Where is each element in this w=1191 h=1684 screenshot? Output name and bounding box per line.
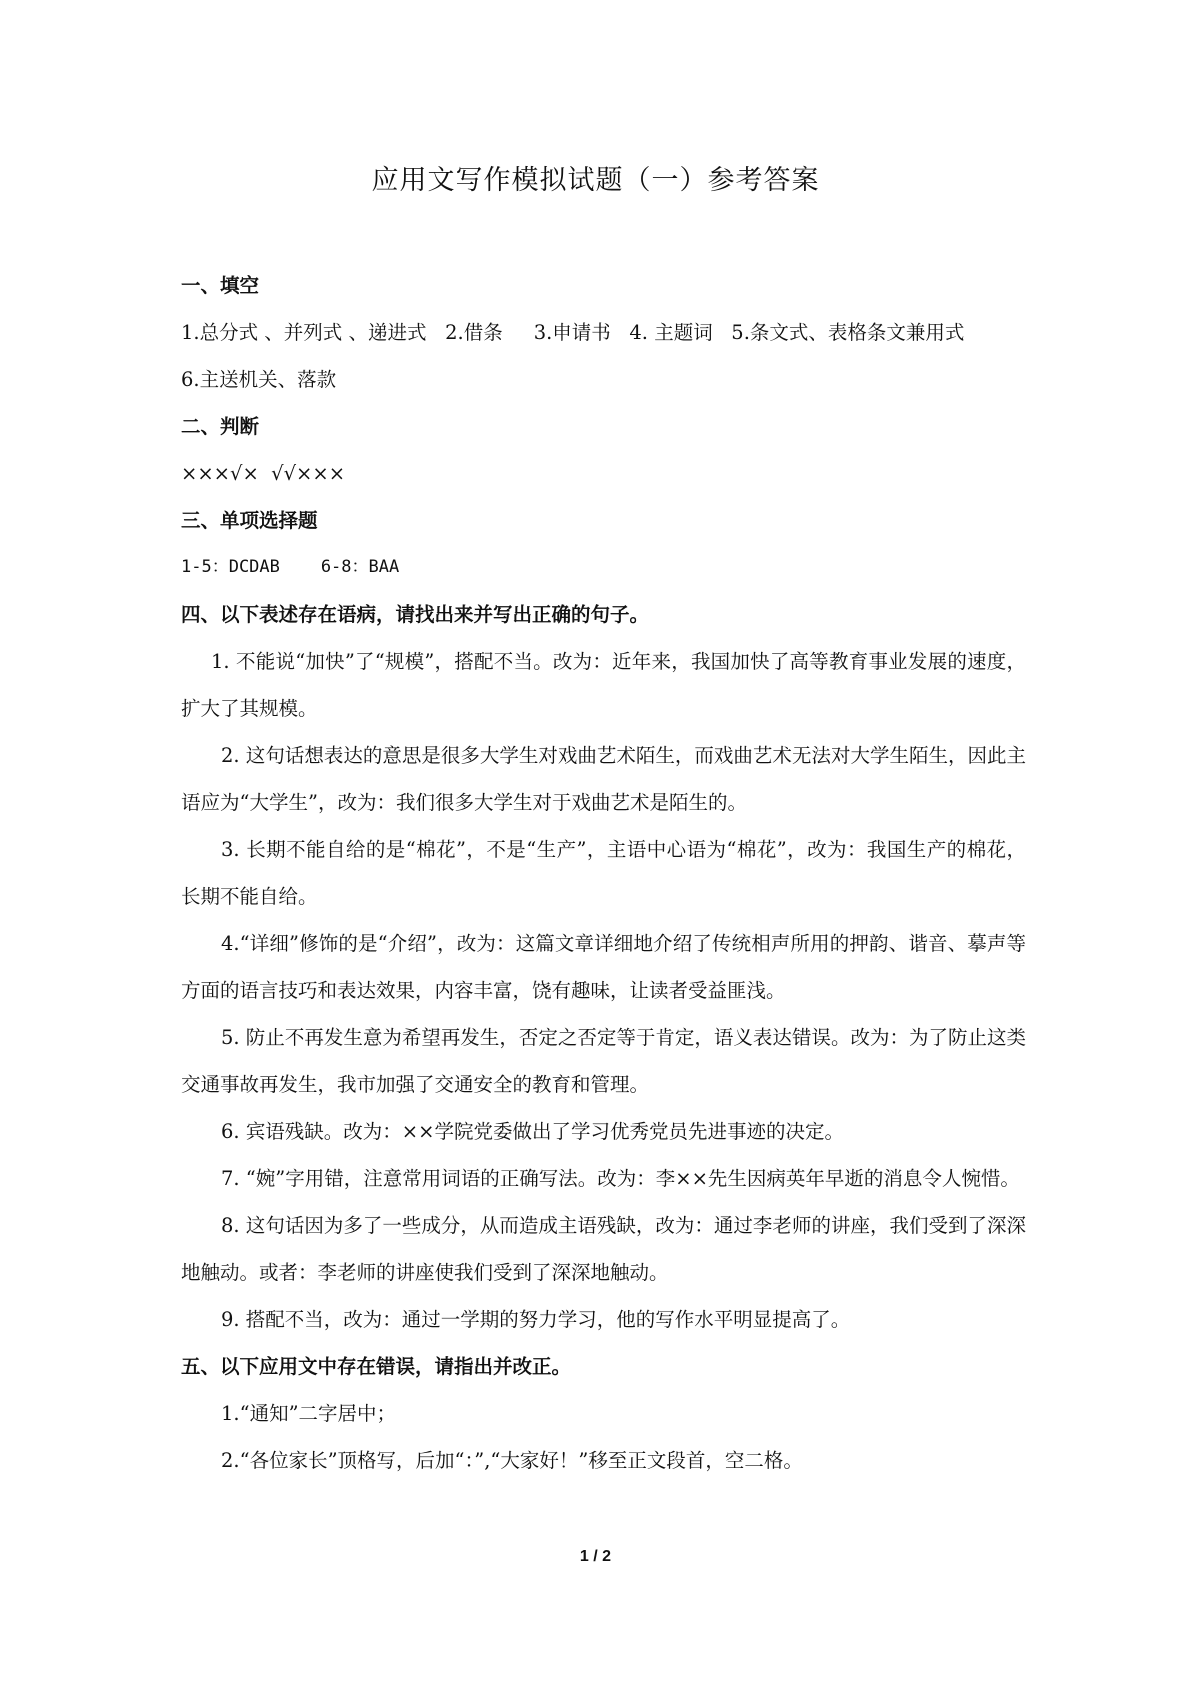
fill-blank-answers-line-2: 6.主送机关、落款 xyxy=(181,368,337,391)
sentence-error-item-2: 2. 这句话想表达的意思是很多大学生对戏曲艺术陌生，而戏曲艺术无法对大学生陌生，因此主语应为“大学生”，改为：我们很多大学生对于戏曲艺术是陌生的。 xyxy=(181,744,1026,814)
sentence-error-item-7: 7. “婉”字用错，注意常用词语的正确写法。改为：李××先生因病英年早逝的消息令人惋惜。 xyxy=(221,1167,1020,1190)
fill-blank-answers-line-1: 1.总分式 、并列式 、递进式 2.借条 3.申请书 4. 主题词 5.条文式、表格条文兼用式 xyxy=(181,321,965,344)
sentence-error-item-1: 1. 不能说“加快”了“规模”，搭配不当。改为：近年来，我国加快了高等教育事业发展的速度，扩大了其规模。 xyxy=(181,650,1026,720)
document-error-item-2: 2.“各位家长”顶格写，后加“：”,“大家好！”移至正文段首，空二格。 xyxy=(221,1449,803,1472)
sentence-error-item-4: 4.“详细”修饰的是“介绍”，改为：这篇文章详细地介绍了传统相声所用的押韵、谐音、摹声等方面的语言技巧和表达效果，内容丰富，饶有趣味，让读者受益匪浅。 xyxy=(181,932,1026,1002)
multiple-choice-answers: 1-5：DCDAB 6-8：BAA xyxy=(181,557,400,577)
sentence-error-item-6: 6. 宾语残缺。改为：××学院党委做出了学习优秀党员先进事迹的决定。 xyxy=(221,1120,844,1143)
section-heading-document-errors: 五、以下应用文中存在错误，请指出并改正。 xyxy=(181,1355,572,1378)
answer-content xyxy=(181,262,1026,1484)
page-number: 1 / 2 xyxy=(579,1548,612,1565)
true-false-answers: ×××√× √√××× xyxy=(181,462,346,485)
section-heading-true-false: 二、判断 xyxy=(181,415,260,438)
section-heading-fill-blank: 一、填空 xyxy=(181,274,260,297)
sentence-error-item-9: 9. 搭配不当，改为：通过一学期的努力学习，他的写作水平明显提高了。 xyxy=(221,1308,851,1331)
page-title: 应用文写作模拟试题（一）参考答案 xyxy=(371,165,820,196)
section-heading-multiple-choice: 三、单项选择题 xyxy=(181,509,318,532)
document-error-item-1: 1.“通知”二字居中； xyxy=(221,1402,397,1425)
section-heading-sentence-errors: 四、以下表述存在语病，请找出来并写出正确的句子。 xyxy=(181,603,650,626)
sentence-error-item-8: 8. 这句话因为多了一些成分，从而造成主语残缺，改为：通过李老师的讲座，我们受到了深深地触动。或者：李老师的讲座使我们受到了深深地触动。 xyxy=(181,1214,1026,1284)
sentence-error-item-5: 5. 防止不再发生意为希望再发生，否定之否定等于肯定，语义表达错误。改为：为了防止这类交通事故再发生，我市加强了交通安全的教育和管理。 xyxy=(181,1026,1026,1096)
sentence-error-item-3: 3. 长期不能自给的是“棉花”，不是“生产”，主语中心语为“棉花”，改为：我国生产的棉花，长期不能自给。 xyxy=(181,838,1026,908)
